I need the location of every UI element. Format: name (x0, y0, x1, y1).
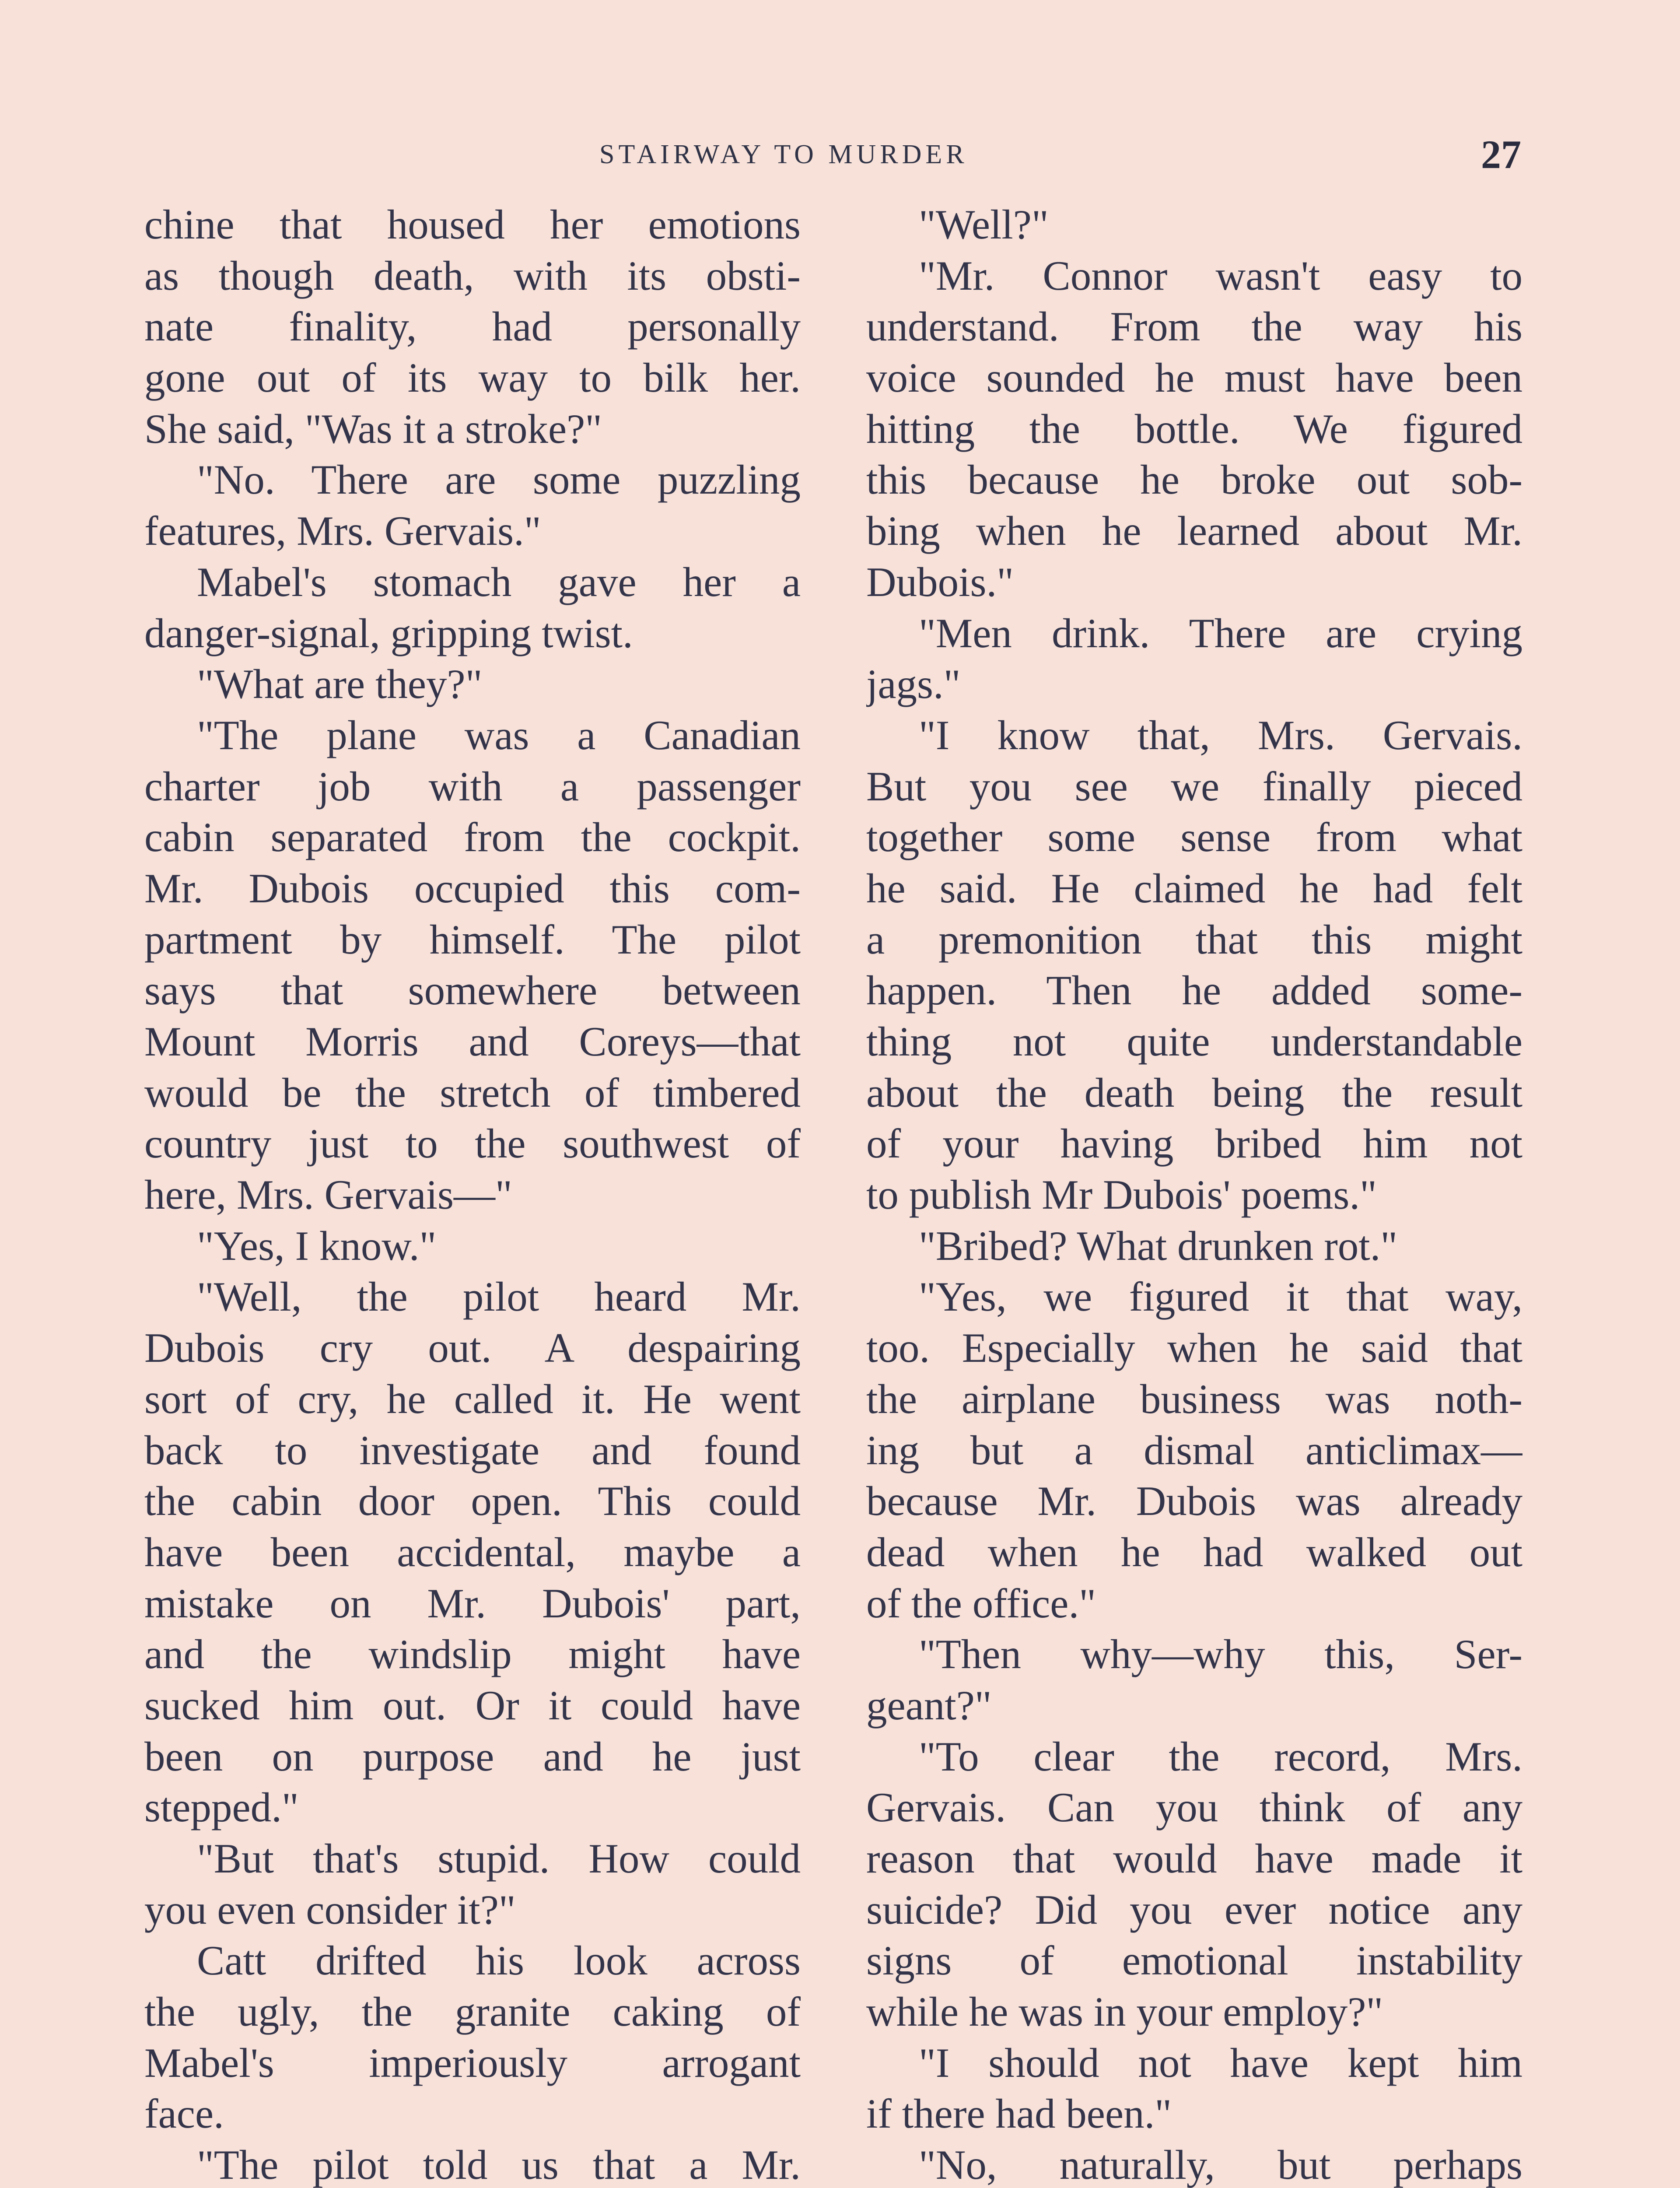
text-line: "No, naturally, but perhaps (919, 2142, 1522, 2188)
text-line: bing when he learned about Mr. (866, 508, 1522, 554)
text-line: "What are they?" (197, 661, 483, 708)
page-number: 27 (1481, 132, 1521, 177)
text-line: been on purpose and he just (144, 1733, 801, 1780)
text-line: hitting the bottle. We figured (866, 405, 1522, 452)
text-line: and the windslip might have (144, 1631, 801, 1678)
text-line: But you see we finally pieced (866, 763, 1522, 810)
text-line: Mount Morris and Coreys—that (144, 1018, 801, 1065)
text-line: "Men drink. There are crying (919, 610, 1522, 656)
running-title: STAIRWAY TO MURDER (599, 140, 968, 169)
text-line: geant?" (866, 1682, 992, 1729)
text-line: stepped." (144, 1784, 299, 1831)
text-line: mistake on Mr. Dubois' part, (144, 1580, 801, 1627)
text-line: "Then why—why this, Ser- (919, 1631, 1522, 1678)
text-line: voice sounded he must have been (866, 354, 1522, 401)
text-line: here, Mrs. Gervais—" (144, 1171, 512, 1218)
text-line: Mr. Dubois occupied this com- (144, 865, 801, 912)
text-line: ing but a dismal anticlimax— (866, 1427, 1522, 1473)
text-line: the airplane business was noth- (866, 1375, 1522, 1422)
text-line: sort of cry, he called it. He went (144, 1375, 801, 1422)
text-line: signs of emotional instability (866, 1937, 1522, 1984)
text-line: understand. From the way his (866, 303, 1522, 350)
text-line: chine that housed her emotions (144, 201, 801, 248)
text-line: of the office." (866, 1580, 1096, 1627)
text-line: "I should not have kept him (919, 2039, 1522, 2086)
running-header (0, 131, 1680, 179)
text-line: reason that would have made it (866, 1835, 1522, 1882)
text-line: back to investigate and found (144, 1427, 801, 1473)
text-column-left (144, 199, 801, 2188)
text-line: "To clear the record, Mrs. (919, 1733, 1522, 1780)
text-line: Mabel's stomach gave her a (197, 558, 801, 605)
text-line: face. (144, 2090, 224, 2137)
text-line: partment by himself. The pilot (144, 916, 801, 963)
text-line: you even consider it?" (144, 1886, 516, 1933)
text-line: "Mr. Connor wasn't easy to (919, 252, 1522, 299)
text-line: "Yes, I know." (197, 1222, 437, 1269)
text-line: happen. Then he added some- (866, 967, 1522, 1014)
text-column-right (866, 199, 1522, 2188)
text-line: Dubois." (866, 558, 1014, 605)
text-line: charter job with a passenger (144, 763, 801, 810)
text-line: the ugly, the granite caking of (144, 1988, 801, 2035)
text-line: "Well?" (919, 201, 1049, 248)
text-line: features, Mrs. Gervais." (144, 508, 541, 554)
text-line: "The pilot told us that a Mr. (197, 2142, 801, 2188)
text-line: country just to the southwest of (144, 1120, 801, 1167)
text-line: gone out of its way to bilk her. (144, 354, 801, 401)
text-line: sucked him out. Or it could have (144, 1682, 801, 1729)
text-line: too. Especially when he said that (866, 1325, 1522, 1371)
text-line: danger-signal, gripping twist. (144, 610, 633, 656)
text-line: to publish Mr Dubois' poems." (866, 1171, 1377, 1218)
text-line: She said, "Was it a stroke?" (144, 405, 602, 452)
text-line: while he was in your employ?" (866, 1988, 1383, 2035)
text-line: "I know that, Mrs. Gervais. (919, 712, 1522, 758)
text-line: together some sense from what (866, 814, 1522, 861)
text-line: Dubois cry out. A despairing (144, 1325, 801, 1371)
text-line: of your having bribed him not (866, 1120, 1522, 1167)
text-line: as though death, with its obsti- (144, 252, 801, 299)
text-line: suicide? Did you ever notice any (866, 1886, 1522, 1933)
text-line: "No. There are some puzzling (197, 456, 801, 503)
text-line: says that somewhere between (144, 967, 801, 1014)
text-line: Gervais. Can you think of any (866, 1784, 1522, 1831)
text-line: "But that's stupid. How could (197, 1835, 801, 1882)
text-line: thing not quite understandable (866, 1018, 1522, 1065)
text-line: about the death being the result (866, 1069, 1522, 1116)
text-line: because Mr. Dubois was already (866, 1478, 1522, 1525)
text-line: Mabel's imperiously arrogant (144, 2039, 801, 2086)
text-line: this because he broke out sob- (866, 456, 1522, 503)
text-line: would be the stretch of timbered (144, 1069, 801, 1116)
text-line: if there had been." (866, 2090, 1172, 2137)
text-line: nate finality, had personally (144, 303, 801, 350)
text-line: he said. He claimed he had felt (866, 865, 1522, 912)
text-line: the cabin door open. This could (144, 1478, 801, 1525)
text-line: have been accidental, maybe a (144, 1529, 801, 1575)
text-line: "Well, the pilot heard Mr. (197, 1273, 801, 1320)
text-line: a premonition that this might (866, 916, 1522, 963)
text-line: Catt drifted his look across (197, 1937, 801, 1984)
text-line: cabin separated from the cockpit. (144, 814, 801, 861)
text-line: "The plane was a Canadian (197, 712, 801, 758)
text-line: "Yes, we figured it that way, (919, 1273, 1522, 1320)
text-line: dead when he had walked out (866, 1529, 1522, 1575)
text-line: "Bribed? What drunken rot." (919, 1222, 1398, 1269)
text-line: jags." (866, 661, 961, 708)
